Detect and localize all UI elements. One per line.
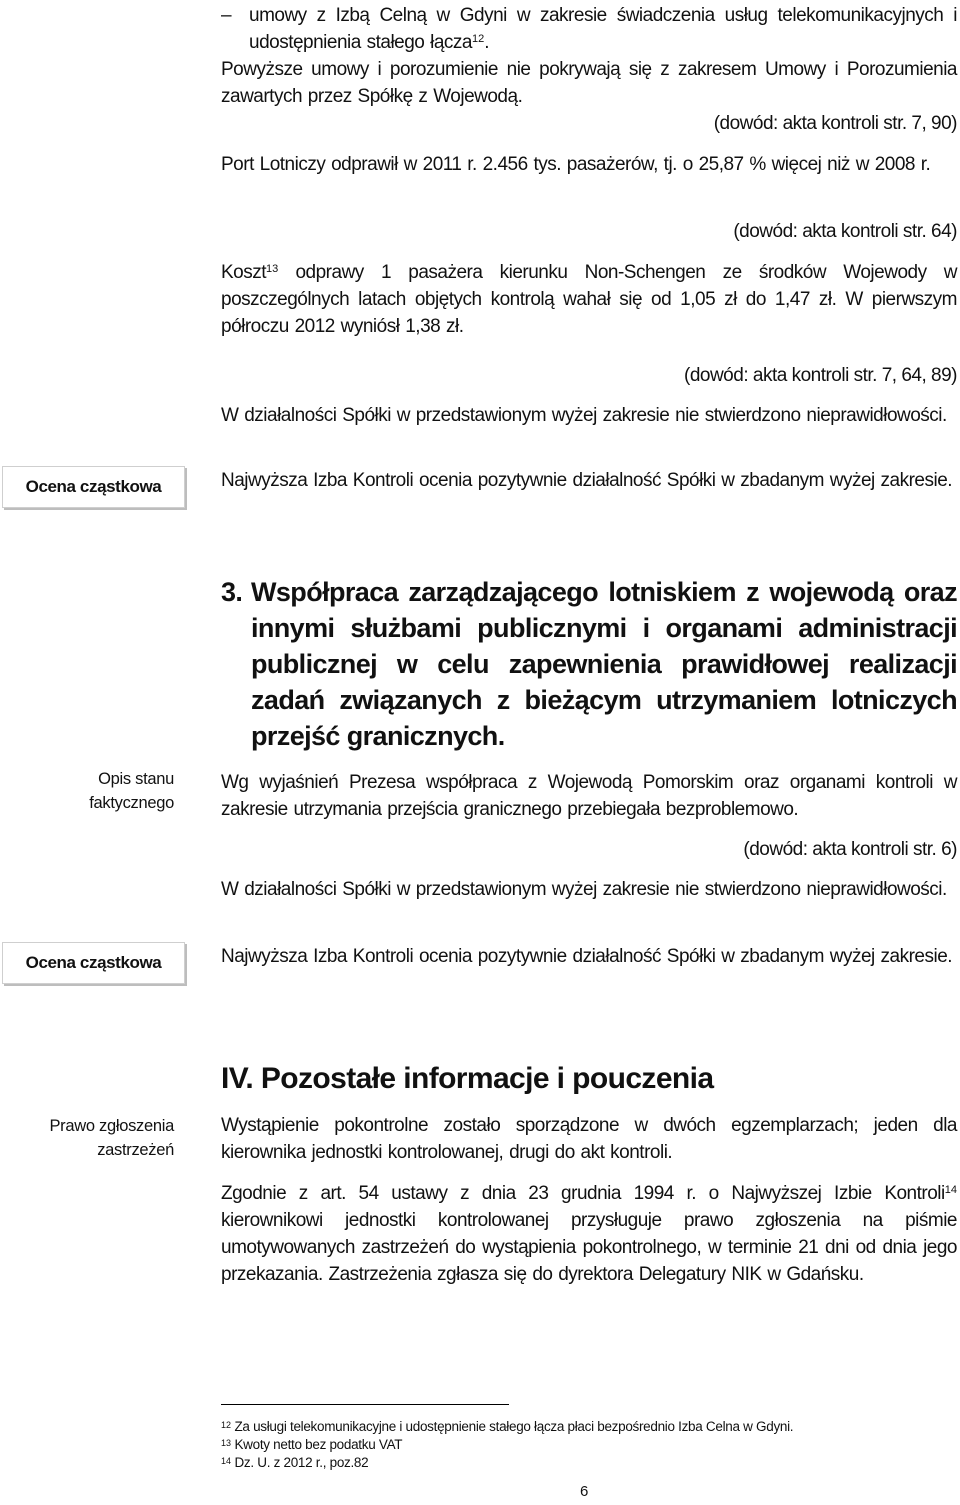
- footnote-text: Dz. U. z 2012 r., poz.82: [231, 1455, 369, 1470]
- paragraph-positive-assessment: Najwyższa Izba Kontroli ocenia pozytywnie działalność Spółki w zbadanym wyżej zakresie.: [221, 470, 953, 491]
- paragraph-copies: Wystąpienie pokontrolne zostało sporządzone w dwóch egzemplarzach; jeden dla kierownika jednostki kontrolowanej, drugi do akt kontroli.: [221, 1115, 957, 1163]
- section-3-title: Współpraca zarządzającego lotniskiem z wojewodą oraz innymi służbami publicznymi i organami administracji publicznej w celu zapewnienia prawidłowej realizacji zadań związanych z bieżącym utrzymaniem lotniczych przejść granicznych.: [251, 577, 957, 751]
- footnote-12: [221, 1418, 793, 1435]
- footnote-number: 12: [221, 1420, 232, 1430]
- evidence-reference: (dowód: akta kontroli str. 7, 90): [713, 113, 957, 134]
- footnote-14: [221, 1454, 368, 1471]
- footnote-number: 13: [221, 1438, 232, 1448]
- footnote-separator: [221, 1404, 509, 1405]
- side-label-line: faktycznego: [89, 794, 174, 812]
- list-dash: –: [221, 5, 232, 26]
- side-label-line: Opis stanu: [98, 770, 174, 788]
- evidence-reference: (dowód: akta kontroli str. 64): [733, 221, 957, 242]
- footnote-ref-12: 12: [472, 33, 485, 45]
- section-3-heading: [221, 574, 957, 754]
- footnote-text: Kwoty netto bez podatku VAT: [231, 1437, 403, 1452]
- paragraph-agreements-scope: Powyższe umowy i porozumienie nie pokrywają się z zakresem Umowy i Porozumienia zawartych przez Spółkę z Wojewodą.: [221, 59, 957, 107]
- paragraph-cooperation: Wg wyjaśnień Prezesa współpraca z Wojewodą Pomorskim oraz organami kontroli w zakresie utrzymania przejścia granicznego przebiegała bezproblemowo.: [221, 772, 957, 820]
- list-item-end: .: [484, 32, 490, 53]
- evidence-reference: (dowód: akta kontroli str. 6): [743, 839, 957, 860]
- side-label-line: Prawo zgłoszenia: [49, 1117, 174, 1135]
- section-4-heading: IV. Pozostałe informacje i pouczenia: [221, 1062, 714, 1095]
- paragraph-text: Koszt: [221, 262, 267, 283]
- page-number: 6: [580, 1483, 589, 1500]
- assessment-label-box: Ocena cząstkowa: [2, 942, 185, 984]
- paragraph-no-irregularities: W działalności Spółki w przedstawionym wyżej zakresie nie stwierdzono nieprawidłowości.: [221, 405, 947, 426]
- footnote-ref-13: 13: [266, 263, 279, 275]
- side-label-factual-state: [20, 767, 174, 815]
- footnote-text: Za usługi telekomunikacyjne i udostępnienie stałego łącza płaci bezpośrednio Izba Celna w Gdyni.: [231, 1419, 794, 1434]
- paragraph-text: kierownikowi jednostki kontrolowanej przysługuje prawo zgłoszenia na piśmie umotywowanych zastrzeżeń do wystąpienia pokontrolnego, w terminie 21 dni od dnia jego przekazania. Zastrzeżenia zgłasza się do dyrektora Delegatury NIK w Gdańsku.: [221, 1210, 957, 1285]
- paragraph-text: Zgodnie z art. 54 ustawy z dnia 23 grudnia 1994 r. o Najwyższej Izbie Kontroli: [221, 1183, 945, 1204]
- side-label-line: zastrzeżeń: [97, 1141, 174, 1159]
- evidence-reference: (dowód: akta kontroli str. 7, 64, 89): [684, 365, 957, 386]
- paragraph-passengers-2011: Port Lotniczy odprawił w 2011 r. 2.456 tys. pasażerów, tj. o 25,87 % więcej niż w 2008 r.: [221, 154, 931, 175]
- footnote-ref-14: 14: [944, 1184, 957, 1196]
- list-item-customs-agreements: [221, 2, 957, 56]
- section-number: 3.: [221, 577, 243, 607]
- paragraph-right-to-object: [221, 1180, 957, 1288]
- footnote-13: [221, 1436, 402, 1453]
- footnote-number: 14: [221, 1456, 232, 1466]
- list-item-text: umowy z Izbą Celną w Gdyni w zakresie świadczenia usług telekomunikacyjnych i udostępnienia stałego łącza: [249, 5, 957, 53]
- paragraph-clearance-cost: [221, 259, 957, 340]
- assessment-label-box: Ocena cząstkowa: [2, 466, 185, 508]
- paragraph-no-irregularities: W działalności Spółki w przedstawionym wyżej zakresie nie stwierdzono nieprawidłowości.: [221, 879, 947, 900]
- side-label-right-to-object: [20, 1114, 174, 1162]
- paragraph-text: odprawy 1 pasażera kierunku Non-Schengen ze środków Wojewody w poszczególnych latach objętych kontrolą wahał się od 1,05 zł do 1,47 zł. W pierwszym półroczu 2012 wyniósł 1,38 zł.: [221, 262, 957, 337]
- paragraph-positive-assessment: Najwyższa Izba Kontroli ocenia pozytywnie działalność Spółki w zbadanym wyżej zakresie.: [221, 946, 953, 967]
